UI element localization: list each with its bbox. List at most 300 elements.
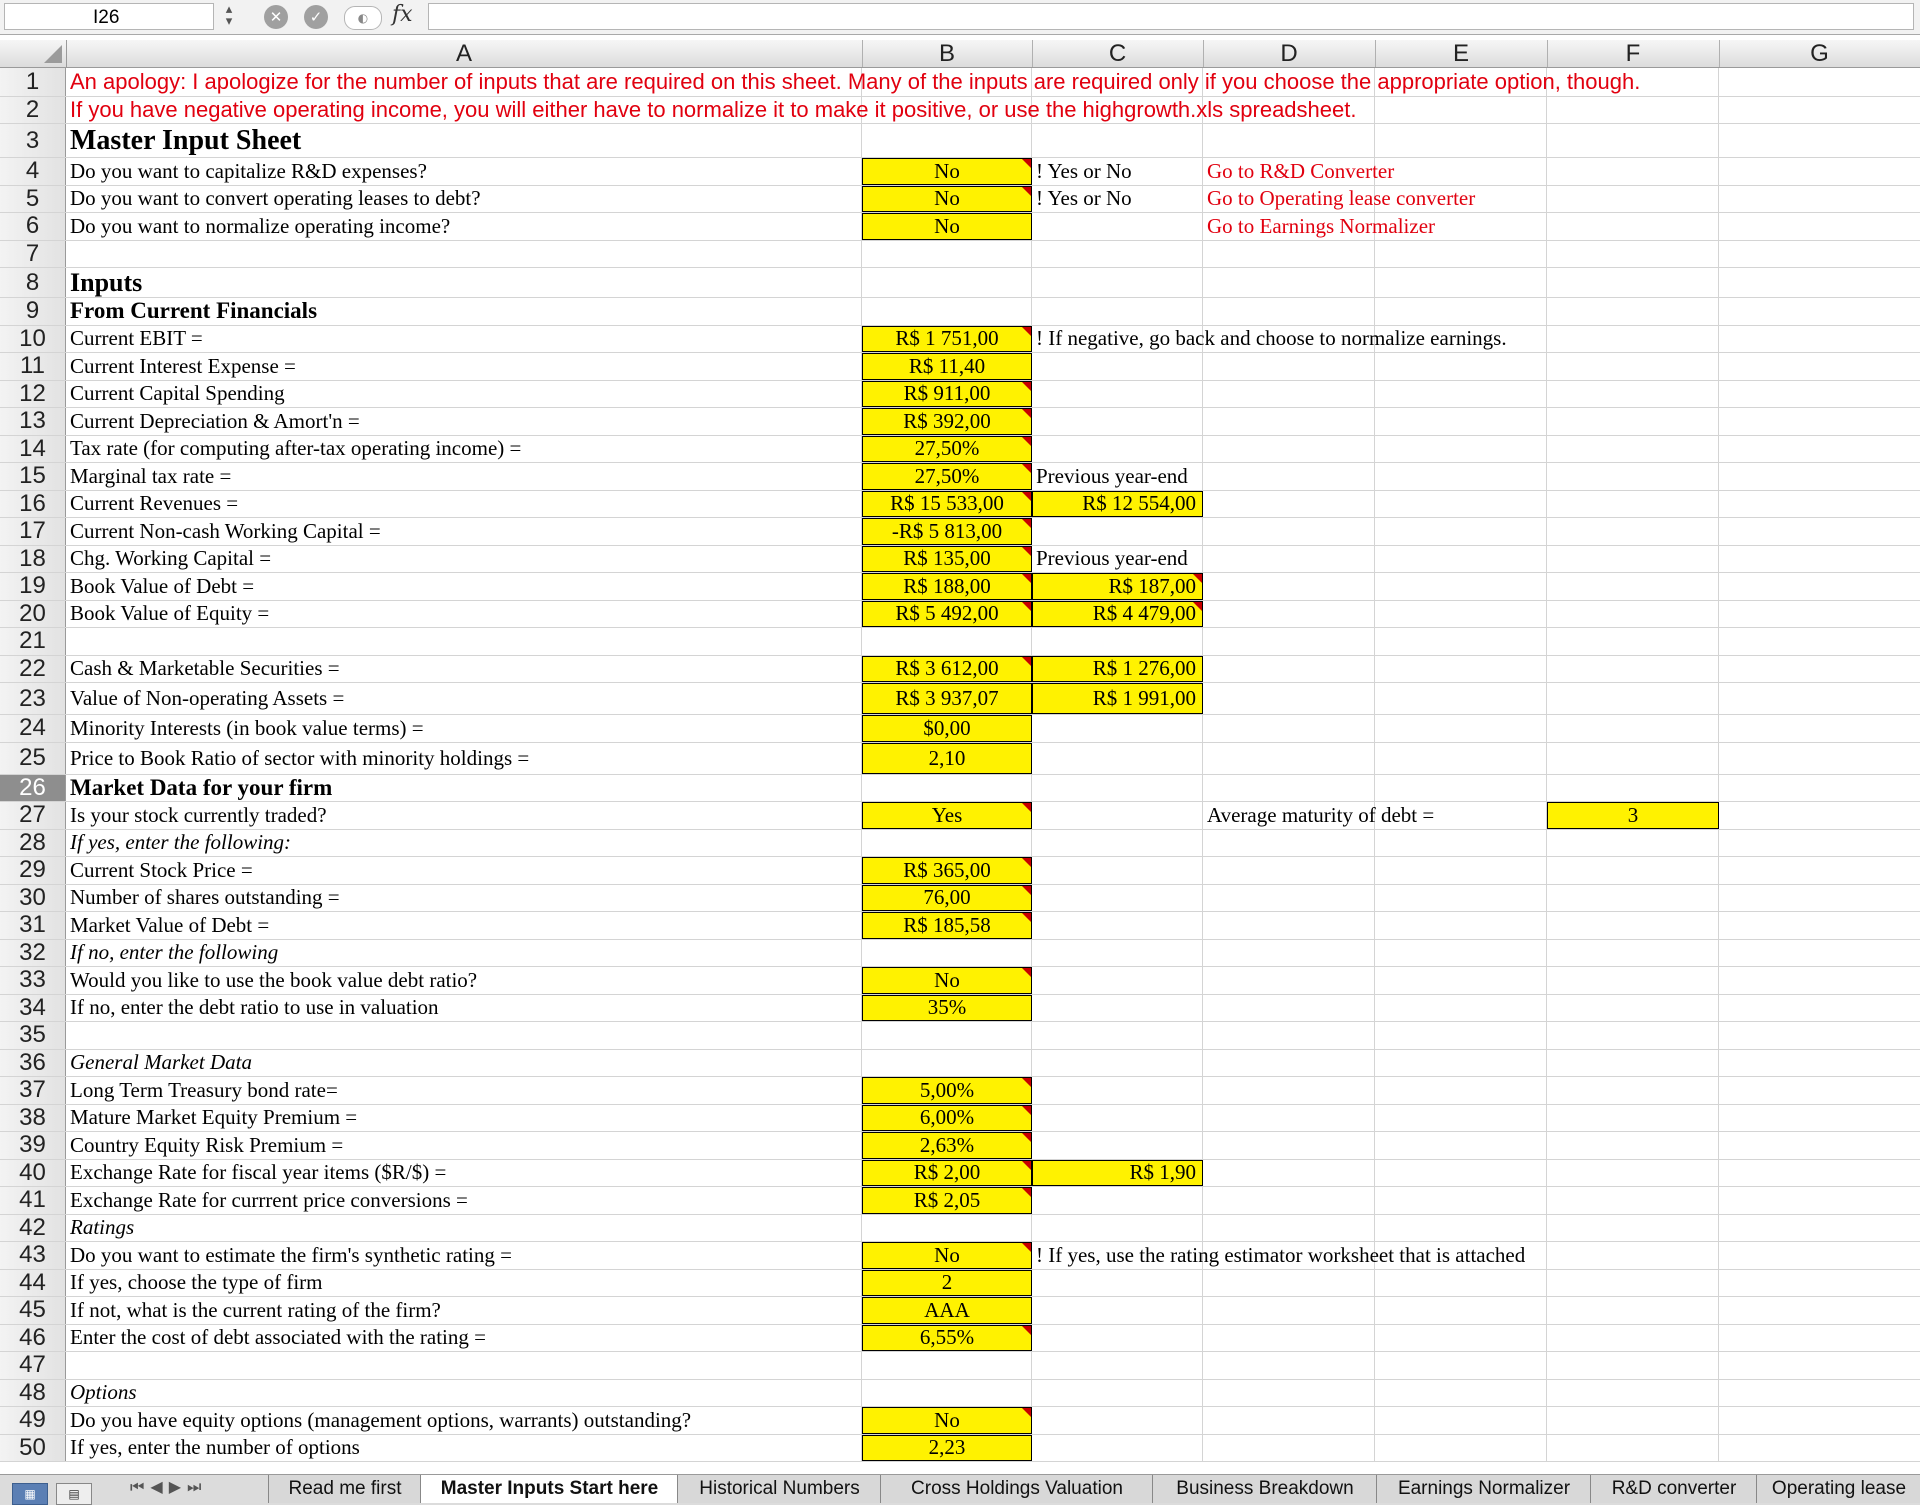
gridline [1374,912,1375,939]
sheet-tab[interactable]: R&D converter [1590,1475,1758,1503]
gridline [1202,1270,1203,1297]
cell-value: 3 [1627,802,1639,827]
gridline [1374,573,1375,600]
sheet-row [0,967,1920,995]
row-header[interactable]: 22 [0,656,66,683]
gridline [1546,912,1547,939]
input-cell-b[interactable] [862,573,1032,600]
row-header[interactable]: 35 [0,1022,66,1049]
input-cell-b[interactable] [862,1242,1032,1269]
sheet-row [0,1297,1920,1325]
gridline [1202,743,1203,774]
row-header[interactable]: 39 [0,1132,66,1159]
cell-a-label[interactable]: If you have negative operating income, you will either have to normalize it to make it positive, or use the highgrowth.xls spreadsheet. [70,97,1357,122]
sheet-tab-bar [0,1474,1920,1505]
row-header[interactable]: 27 [0,802,66,829]
cell-a-label[interactable]: Current Non-cash Working Capital = [70,518,381,543]
row-header[interactable]: 16 [0,491,66,518]
row-header[interactable]: 37 [0,1077,66,1104]
row-header[interactable]: 50 [0,1435,66,1462]
row-header[interactable]: 32 [0,940,66,967]
gridline [1546,1022,1547,1049]
cell-value: 2,63% [919,1132,975,1157]
gridline [1718,463,1719,490]
gridline [1546,1352,1547,1379]
row-header[interactable]: 10 [0,326,66,353]
sheet-row [0,1132,1920,1160]
input-cell-b[interactable] [862,158,1032,185]
comment-marker-icon [1022,886,1031,895]
gridline [861,775,862,802]
cell-a-label[interactable]: If yes, enter the number of options [70,1435,360,1460]
cell-value: R$ 3 612,00 [895,656,999,681]
cell-a-label[interactable]: Long Term Treasury bond rate= [70,1077,338,1102]
cell-a-label[interactable]: Value of Non-operating Assets = [70,686,345,710]
cell-value: No [934,158,960,183]
formula-bar [0,0,1920,35]
sheet-tab[interactable]: Historical Numbers [677,1475,882,1503]
column-header-e[interactable]: E [1375,40,1548,67]
row-header[interactable]: 31 [0,912,66,939]
sheet-row [0,1050,1920,1078]
row-header[interactable]: 3 [0,124,66,157]
row-header[interactable]: 19 [0,573,66,600]
column-header-bar [0,40,1920,68]
comment-marker-icon [1022,968,1031,977]
cell-value: R$ 2,00 [913,1160,981,1185]
gridline [1202,775,1203,802]
row-header[interactable]: 28 [0,830,66,857]
row-header[interactable]: 13 [0,408,66,435]
cell-value: 2,23 [928,1435,966,1460]
cell-a-label[interactable]: Inputs [70,267,143,297]
gridline [1546,1407,1547,1434]
gridline [1718,436,1719,463]
cell-a-label[interactable]: Options [70,1380,137,1405]
row-header[interactable]: 23 [0,683,66,714]
gridline [1718,298,1719,325]
gridline [1374,1407,1375,1434]
sheet-row [0,1352,1920,1380]
column-header-f[interactable]: F [1547,40,1720,67]
input-cell-b[interactable] [862,995,1032,1022]
cell-a-label[interactable]: If no, enter the following [70,940,279,965]
gridline [1374,857,1375,884]
sheet-row [0,436,1920,464]
cell-value: Yes [931,802,963,827]
sheet-tab[interactable]: Earnings Normalizer [1376,1475,1592,1503]
comment-marker-icon [1022,913,1031,922]
row-header[interactable]: 17 [0,518,66,545]
input-cell-b[interactable] [862,436,1032,463]
row-header[interactable]: 9 [0,298,66,325]
cell-a-label[interactable]: Current Interest Expense = [70,353,296,378]
input-cell-b[interactable] [862,326,1032,353]
input-cell-b[interactable] [862,213,1032,240]
select-all-corner[interactable] [0,40,67,68]
cell-a-label[interactable]: Is your stock currently traded? [70,802,327,827]
row-header[interactable]: 15 [0,463,66,490]
comment-marker-icon [1022,492,1031,501]
input-cell-b[interactable] [862,1325,1032,1352]
row-header[interactable]: 24 [0,715,66,742]
row-header[interactable]: 48 [0,1380,66,1407]
gridline [1374,656,1375,683]
row-header[interactable]: 49 [0,1407,66,1434]
row-header[interactable]: 26 [0,775,66,802]
gridline [1718,628,1719,655]
input-cell-b[interactable] [862,912,1032,939]
gridline [1202,158,1203,185]
row-header[interactable]: 5 [0,186,66,213]
cell-a-label[interactable]: Book Value of Equity = [70,601,270,626]
input-cell-b[interactable] [862,186,1032,213]
row-header[interactable]: 12 [0,381,66,408]
sheet-row [0,775,1920,803]
input-cell-b[interactable] [862,408,1032,435]
cell-a-label[interactable]: Market Value of Debt = [70,912,270,937]
sheet-row [0,715,1920,743]
cell-value: R$ 365,00 [903,857,991,882]
cell-value: -R$ 5 813,00 [891,518,1003,543]
cell-a-label[interactable]: If not, what is the current rating of the firm? [70,1297,441,1322]
sheet-row [0,1242,1920,1270]
row-header[interactable]: 30 [0,885,66,912]
gridline [1374,491,1375,518]
input-cell-b[interactable] [862,1187,1032,1214]
cell-value: R$ 1 751,00 [895,326,999,351]
input-cell-b[interactable] [862,491,1032,518]
input-cell-b[interactable] [862,601,1032,628]
input-cell-c[interactable] [1032,601,1203,628]
comment-marker-icon [1022,519,1031,528]
input-cell-b[interactable] [862,546,1032,573]
cell-a-label[interactable]: If yes, enter the following: [70,830,292,855]
input-cell-c[interactable] [1032,656,1203,683]
row-header[interactable]: 6 [0,213,66,240]
sheet-row [0,1187,1920,1215]
sheet-row [0,1215,1920,1243]
input-cell-c[interactable] [1032,1160,1203,1187]
input-cell-b[interactable] [862,683,1032,714]
gridline [1718,1352,1719,1379]
column-header-b[interactable]: B [862,40,1033,67]
cell-a-label[interactable]: Would you like to use the book value debt ratio? [70,967,478,992]
gridline [1031,1352,1032,1379]
cell-a-label[interactable]: Do you want to estimate the firm's synthetic rating = [70,1242,512,1267]
row-header[interactable]: 33 [0,967,66,994]
comment-marker-icon [1022,1161,1031,1170]
cell-a-label[interactable]: Tax rate (for computing after-tax operating income) = [70,436,522,461]
input-cell-b[interactable] [862,715,1032,742]
sheet-row [0,491,1920,519]
gridline [1202,1132,1203,1159]
row-header[interactable]: 44 [0,1270,66,1297]
gridline [1718,1380,1719,1407]
cell-a-label[interactable]: Current Stock Price = [70,857,253,882]
row-header[interactable]: 34 [0,995,66,1022]
row-header[interactable]: 1 [0,68,66,96]
gridline [1374,1132,1375,1159]
cell-a-label[interactable]: Book Value of Debt = [70,573,255,598]
cell-value: No [934,213,960,238]
cell-a-label[interactable]: Market Data for your firm [70,774,333,800]
gridline [1374,601,1375,628]
input-cell-b[interactable] [862,885,1032,912]
gridline [1718,683,1719,714]
gridline [1202,1077,1203,1104]
cell-a-label[interactable]: General Market Data [70,1050,252,1075]
gridline [1718,1160,1719,1187]
gridline [1718,1105,1719,1132]
cell-a-label[interactable]: Ratings [70,1215,135,1240]
comment-marker-icon [1022,657,1031,666]
row-header[interactable]: 42 [0,1215,66,1242]
input-cell-c[interactable] [1032,573,1203,600]
sheet-row [0,97,1920,124]
row-header[interactable]: 38 [0,1105,66,1132]
cell-a-label[interactable]: Exchange Rate for currrent price conversions = [70,1187,468,1212]
sheet-tab[interactable]: Master Inputs Start here [420,1475,679,1503]
cell-value: R$ 392,00 [903,408,991,433]
note-text-c: ! Yes or No [1036,158,1132,183]
cell-value: R$ 185,58 [903,912,991,937]
gridline [1546,241,1547,268]
row-header[interactable]: 43 [0,1242,66,1269]
gridline [1202,1325,1203,1352]
column-header-a[interactable]: A [66,40,863,67]
row-header[interactable]: 41 [0,1187,66,1214]
input-cell-b[interactable] [862,967,1032,994]
gridline [1546,743,1547,774]
sheet-row [0,802,1920,830]
sheet-row [0,1435,1920,1463]
note-text-c: ! If yes, use the rating estimator worksheet that is attached [1036,1242,1526,1267]
column-header-c[interactable]: C [1032,40,1204,67]
gridline [1202,1105,1203,1132]
hyperlink-d[interactable]: Go to R&D Converter [1207,158,1395,183]
gridline [1718,1050,1719,1077]
input-cell-b[interactable] [862,743,1032,774]
gridline [1202,124,1203,157]
name-box-stepper-icon[interactable]: ▴ ▾ [225,2,233,29]
row-header[interactable]: 20 [0,601,66,628]
gridline [1031,1215,1032,1242]
cell-a-label[interactable]: Marginal tax rate = [70,463,232,488]
gridline [1202,1297,1203,1324]
cell-a-label[interactable]: From Current Financials [70,298,318,324]
note-text-c: ! If negative, go back and choose to normalize earnings. [1036,326,1507,351]
page-layout-view-icon[interactable]: ▤ [56,1483,92,1505]
fx-icon[interactable]: fx [392,2,413,27]
cell-a-label[interactable]: Number of shares outstanding = [70,885,340,910]
gridline [1546,940,1547,967]
row-header[interactable]: 2 [0,97,66,123]
gridline [1374,1325,1375,1352]
gridline [1718,1325,1719,1352]
cell-value: R$ 5 492,00 [895,601,999,626]
gridline [1374,1297,1375,1324]
row-header[interactable]: 40 [0,1160,66,1187]
input-cell-b[interactable] [862,1407,1032,1434]
gridline [1202,213,1203,240]
cell-a-label[interactable]: Current Capital Spending [70,381,285,406]
row-header[interactable]: 18 [0,546,66,573]
name-box[interactable]: I26 [4,3,214,30]
row-header[interactable]: 7 [0,241,66,268]
row-header[interactable]: 8 [0,268,66,297]
input-cell-c[interactable] [1032,491,1203,518]
gridline [1202,298,1203,325]
row-header[interactable]: 36 [0,1050,66,1077]
gridline [1202,1352,1203,1379]
gridline [1374,463,1375,490]
comment-marker-icon [1022,547,1031,556]
cell-a-label[interactable]: Mature Market Equity Premium = [70,1105,358,1130]
sheet-tab[interactable]: Operating lease [1756,1475,1920,1503]
row-header[interactable]: 11 [0,353,66,380]
gridline [1546,1077,1547,1104]
gridline [1202,967,1203,994]
cell-a-label[interactable]: Chg. Working Capital = [70,546,272,571]
cell-a-label[interactable]: If yes, choose the type of firm [70,1270,323,1295]
cell-a-label[interactable]: Enter the cost of debt associated with the rating = [70,1325,486,1350]
gridline [1031,940,1032,967]
gridline [1202,940,1203,967]
cell-a-label[interactable]: Do you want to normalize operating income? [70,213,451,238]
gridline [1546,124,1547,157]
gridline [1546,491,1547,518]
input-cell-b[interactable] [862,1270,1032,1297]
gridline [1374,628,1375,655]
cell-a-label[interactable]: Cash & Marketable Securities = [70,656,340,681]
cell-a-label[interactable]: Do you have equity options (management options, warrants) outstanding? [70,1407,692,1432]
cell-a-label[interactable]: An apology: I apologize for the number of inputs that are required on this sheet. Many of the inputs are required only if you choose the appropriate option, though. [70,69,1641,94]
cell-a-label[interactable]: Master Input Sheet [70,124,302,156]
row-header[interactable]: 47 [0,1352,66,1379]
cell-a-label[interactable]: Do you want to convert operating leases to debt? [70,186,481,211]
gridline [1202,715,1203,742]
gridline [1718,491,1719,518]
sheet-row [0,124,1920,158]
gridline [1546,1242,1547,1269]
comment-marker-icon [1022,1078,1031,1087]
cell-a-label[interactable]: Current Revenues = [70,491,239,516]
column-header-d[interactable]: D [1203,40,1376,67]
cell-a-label[interactable]: Current Depreciation & Amort'n = [70,408,360,433]
input-cell-b[interactable] [862,857,1032,884]
cell-a-label[interactable]: Exchange Rate for fiscal year items ($R/$) = [70,1160,447,1185]
input-cell-b[interactable] [862,802,1032,829]
input-cell-b[interactable] [862,1297,1032,1324]
sheet-tab[interactable]: Read me first [268,1475,422,1503]
gridline [1718,656,1719,683]
input-cell-b[interactable] [862,1160,1032,1187]
column-header-g[interactable]: G [1719,40,1920,67]
row-header[interactable]: 25 [0,743,66,774]
gridline [1546,967,1547,994]
hyperlink-d[interactable]: Go to Operating lease converter [1207,186,1476,211]
cell-a-label[interactable]: Current EBIT = [70,326,203,351]
sheet-tab[interactable]: Cross Holdings Valuation [880,1475,1154,1503]
checkmark-icon[interactable]: ✓ [304,5,328,29]
gridline [1031,241,1032,268]
input-cell-f[interactable] [1547,802,1719,829]
input-cell-b[interactable] [862,656,1032,683]
note-text-c: Previous year-end [1036,546,1188,571]
comment-marker-icon [1022,1408,1031,1417]
gridline [1031,268,1032,297]
gridline [1718,186,1719,213]
gridline [1718,775,1719,802]
function-dropdown-icon[interactable]: ◐ [344,6,382,30]
gridline [1718,1132,1719,1159]
formula-input[interactable] [428,3,1914,30]
row-header[interactable]: 29 [0,857,66,884]
note-text-c: ! Yes or No [1036,186,1132,211]
sheet-row [0,158,1920,186]
gridline [1546,1187,1547,1214]
row-header[interactable]: 21 [0,628,66,655]
cell-a-label[interactable]: Country Equity Risk Premium = [70,1132,344,1157]
row-header[interactable]: 45 [0,1297,66,1324]
row-header[interactable]: 4 [0,158,66,185]
gridline [1374,353,1375,380]
input-cell-b[interactable] [862,518,1032,545]
cell-a-label[interactable]: If no, enter the debt ratio to use in valuation [70,995,439,1020]
gridline [1374,97,1375,123]
sheet-row [0,408,1920,436]
input-cell-b[interactable] [862,353,1032,380]
sheet-navigation-arrows-icon[interactable]: ⏮◀▶⏭ [130,1477,208,1496]
sheet-row [0,298,1920,326]
input-cell-c[interactable] [1032,683,1203,714]
sheet-row [0,830,1920,858]
cell-a-label[interactable]: Price to Book Ratio of sector with minority holdings = [70,745,530,770]
cancel-icon[interactable]: ✕ [264,5,288,29]
input-cell-b[interactable] [862,1435,1032,1462]
sheet-row [0,857,1920,885]
input-cell-b[interactable] [862,463,1032,490]
gridline [1546,683,1547,714]
gridline [1546,408,1547,435]
gridline [1546,1297,1547,1324]
cell-value: 2 [941,1270,953,1295]
gridline [1202,885,1203,912]
sheet-row [0,1022,1920,1050]
cell-value: R$ 1,90 [1129,1160,1196,1185]
cell-a-label[interactable]: Do you want to capitalize R&D expenses? [70,158,427,183]
cell-value: R$ 1 991,00 [1092,686,1196,710]
cell-value: $0,00 [923,715,971,740]
cell-value: 6,55% [919,1325,975,1350]
input-cell-b[interactable] [862,381,1032,408]
comment-marker-icon [1022,602,1031,611]
normal-view-icon[interactable]: ▦ [12,1483,48,1505]
row-header[interactable]: 14 [0,436,66,463]
input-cell-b[interactable] [862,1077,1032,1104]
input-cell-b[interactable] [862,1132,1032,1159]
sheet-row [0,1077,1920,1105]
cell-a-label[interactable]: Minority Interests (in book value terms) = [70,715,424,740]
sheet-tab[interactable]: Business Breakdown [1152,1475,1378,1503]
cell-value: R$ 4 479,00 [1092,601,1196,626]
cell-value: 76,00 [923,885,971,910]
row-header[interactable]: 46 [0,1325,66,1352]
hyperlink-d[interactable]: Go to Earnings Normalizer [1207,213,1436,238]
gridline [1202,1022,1203,1049]
input-cell-b[interactable] [862,1105,1032,1132]
